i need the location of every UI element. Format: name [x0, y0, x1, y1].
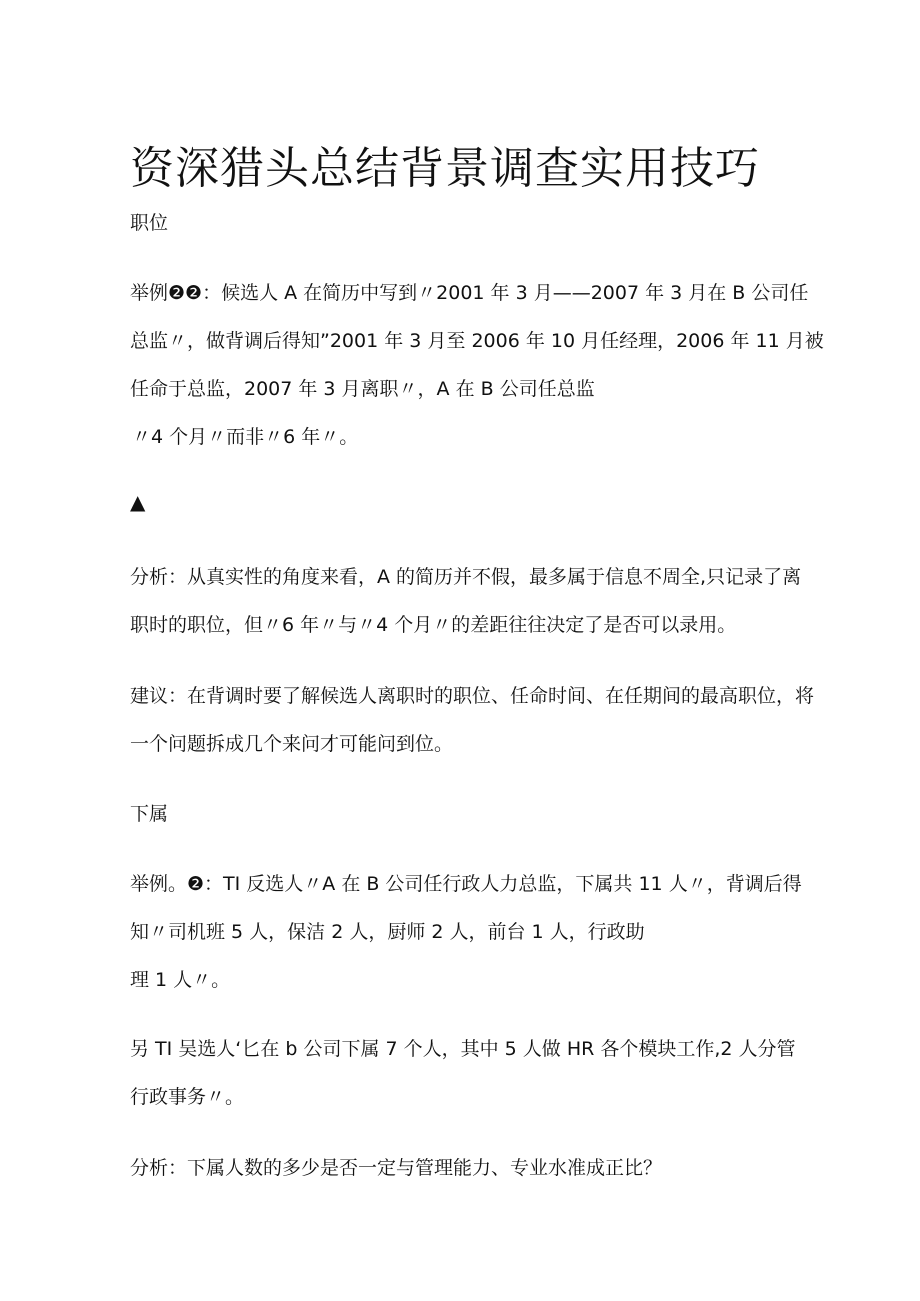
- paragraph-line: 总监〃，做背调后得知”2001 年 3 月至 2006 年 10 月任经理，2006 年 11 月被: [130, 330, 824, 352]
- paragraph-line: 〃4 个月〃而非〃6 年〃。: [132, 426, 359, 448]
- paragraph-line: 职时的职位，但〃6 年〃与〃4 个月〃的差距往往决定了是否可以录用。: [130, 614, 737, 636]
- paragraph-line: 分析：从真实性的角度来看，A 的简历并不假，最多属于信息不周全,只记录了离: [130, 566, 802, 588]
- paragraph-line: 任命于总监，2007 年 3 月离职〃，A 在 B 公司任总监: [130, 378, 595, 400]
- section-heading-subordinates: 下属: [130, 803, 169, 825]
- section-heading-position: 职位: [130, 212, 169, 234]
- paragraph-line: 分析：下属人数的多少是否一定与管理能力、专业水准成正比？: [130, 1157, 663, 1179]
- paragraph-line: 举例。❷：TI 反选人〃A 在 B 公司任行政人力总监，下属共 11 人〃，背调后得: [130, 873, 802, 895]
- paragraph-line: 行政事务〃。: [130, 1086, 245, 1108]
- triangle-marker-icon: ▲: [130, 490, 146, 514]
- paragraph-line: 理 1 人〃。: [130, 969, 231, 991]
- document-title: 资深猎头总结背景调查实用技巧: [130, 143, 760, 194]
- paragraph-line: 一个问题拆成几个来问才可能问到位。: [130, 733, 454, 755]
- paragraph-line: 知〃司机班 5 人，保洁 2 人，厨师 2 人，前台 1 人，行政助: [130, 921, 645, 943]
- paragraph-line: 建议：在背调时要了解候选人离职时的职位、任命时间、在任期间的最高职位，将: [130, 685, 815, 707]
- paragraph-line: 另 TI 吴选人‘匕在 b 公司下属 7 个人，其中 5 人做 HR 各个模块工作,2 人分管: [130, 1038, 796, 1060]
- paragraph-line: 举例❷❷：候选人 A 在简历中写到〃2001 年 3 月——2007 年 3 月在 B 公司任: [130, 282, 809, 304]
